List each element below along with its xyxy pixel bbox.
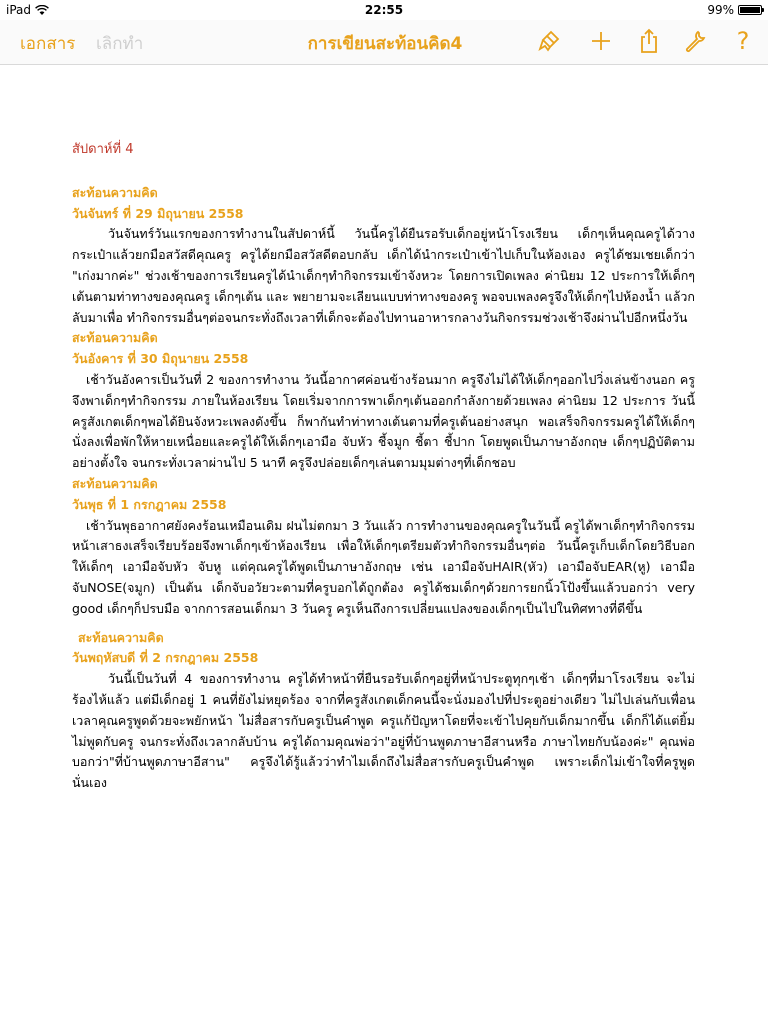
entry-date: วันพฤหัสบดี ที่ 2 กรกฎาคม 2558 (72, 650, 259, 666)
entry-date: วันจันทร์ ที่ 29 มิถุนายน 2558 (72, 205, 244, 221)
entry-section-label: สะท้อนความคิด (72, 330, 158, 346)
entry-date: วันอังคาร ที่ 30 มิถุนายน 2558 (72, 351, 249, 367)
status-right (707, 0, 762, 20)
status-time: 22:55 (364, 3, 404, 17)
device-name: iPad (6, 3, 32, 17)
share-icon[interactable] (634, 26, 664, 56)
documents-button[interactable]: เอกสาร (20, 34, 76, 54)
entry-body: เช้าวันพุธอากาศยังคงร้อนเหมือนเดิม ฝนไม่ตกมา 3 วันแล้ว การทำงานของคุณครูในวันนี้ ครูได้พาเด็กๆทำกิจกรรมหน้าเสาธงเสร็จเรียบร้อยจึงพาเด็กๆเข้าห้องเรียน เพื่อให้เด็กๆเตรียมตัวทำกิจกรรมอื่นๆต่อ วันนี้ครูเก็บเด็กโดยวิธีบอกให้เด็กๆ เอามือจับหัว จับหู แต่คุณครูได้พูดเป็นภาษาอังกฤษ เช่น เอามือจับHAIR(หัว) เอามือจับEAR(หู) เอามือจับNOSE(จมูก) เป็นต้น เด็กจับอวัยวะตามที่ครูบอกได้ถูกต้อง ครูได้ชมเด็กๆด้วยการยกนิ้วโป้งขึ้นแล้วบอกว่า very good เด็กๆก็ปรบมือ จากการสอนเด็กมา 3 วันครู ครูเห็นถึงการเปลี่ยนแปลงของเด็กๆเป็นไปในทิศทางที่ดีขึ้น (72, 517, 695, 616)
entry-body: เช้าวันอังคารเป็นวันที่ 2 ของการทำงาน วันนี้อากาศค่อนข้างร้อนมาก ครูจึงไม่ได้ให้เด็กๆออกไปวิ่งเล่นข้างนอก ครูจึงพาเด็กๆทำกิจกรรม ภายในห้องเรียน โดยเริ่มจากการพาเด็กๆเต้นออกกำลังกายด้วยเพลง ค่านิยม 12 ประการ วันนี้ครูสังเกตเด็กๆพอได้ยินจังหวะเพลงดังขึ้น ก็พากันทำท่าทางเต้นตามที่ครูเต้นอย่างสนุก พอเสร็จกิจกรรมครูได้ให้เด็กๆนั่งลงเพื่อพักให้หายเหนื่อยและครูได้ให้เด็กๆเอามือ จับหัว ชี้จมูก ชี้ตา ชี้ปาก โดยพูดเป็นภาษาอังกฤษ เด็กๆปฏิบัติตามอย่างตั้งใจ จนกระทั่งเวลาผ่านไป 5 นาที ครูจึงปล่อยเด็กๆเล่นตามมุมต่างๆที่เด็กชอบ (72, 371, 695, 471)
help-icon[interactable] (728, 26, 758, 56)
entry-section-label: สะท้อนความคิด (72, 475, 158, 491)
entry-body: วันจันทร์วันแรกของการทำงานในสัปดาห์นี้ วันนี้ครูได้ยืนรอรับเด็กอยู่หน้าโรงเรียน เด็กๆเห็นคุณครูได้วางกระเป๋าแล้วยกมือสวัสดีคุณครู ครูได้ยกมือสวัสดีตอบกลับ เด็กได้นำกระเป๋าเข้าไปเก็บในห้องเอง ครูได้ชมเชยเด็กว่า "เก่งมากค่ะ" ช่วงเช้าของการเรียนครูได้นำเด็กๆทำกิจกรรมเข้าจังหวะ โดยการเปิดเพลง ค่านิยม 12 ประการให้เด็กๆเต้นตามท่าทางของคุณครู เด็กๆเต้น และ พยายามจะเลียนแบบท่าทางของครู พอจบเพลงครูจึงให้เด็กๆไปห้องน้ำ แล้วกลับมาเพื่อ ทำกิจกรรมอื่นๆต่อจนกระทั่งถึงเวลาที่เด็กจะต้องไปทานอาหารกลางวันกิจกรรมช่วงเช้าจึงผ่านไปอีกหนึ่งวัน (72, 226, 695, 325)
toolbar (0, 20, 768, 65)
entry-thursday (72, 628, 695, 794)
status-bar (0, 0, 768, 20)
document-title[interactable]: การเขียนสะท้อนคิด4 (307, 34, 463, 54)
paintbrush-icon[interactable] (534, 26, 564, 56)
battery-icon (738, 5, 762, 15)
entry-monday (72, 183, 695, 329)
entry-date: วันพุธ ที่ 1 กรกฎาคม 2558 (72, 496, 227, 512)
entry-section-label: สะท้อนความคิด (72, 184, 158, 200)
plus-icon[interactable] (586, 26, 616, 56)
undo-button[interactable]: เลิกทำ (96, 34, 144, 54)
battery-percent: 99% (707, 3, 734, 17)
document-body[interactable] (72, 140, 695, 794)
entry-section-label: สะท้อนความคิด (78, 629, 164, 645)
battery-fill (740, 7, 760, 13)
week-heading: สัปดาห์ที่ 4 (72, 142, 134, 157)
entry-body: วันนี้เป็นวันที่ 4 ของการทำงาน ครูได้ทำหน้าที่ยืนรอรับเด็กๆอยู่ที่หน้าประตูทุกๆเช้า เด็กๆที่มาโรงเรียน จะไม่ร้องไห้แล้ว แต่มีเด็กอยู่ 1 คนที่ยังไม่หยุดร้อง จากที่ครูสังเกตเด็กคนนี้จะนั่งมองไปที่ประตูอย่างเดียว ไม่ไปเล่นกับเพื่อน เวลาคุณครูพูดด้วยจะพยักหน้า ไม่สื่อสารกับครูเป็นคำพูด ครูแก้ปัญหาโดยที่จะเข้าไปคุยกับเด็กมากขึ้น เด็กก็ได้แต่ยิ้มไม่พูดกับครู จนกระทั่งถึงเวลากลับบ้าน ครูได้ถามคุณพ่อว่า"อยู่ที่บ้านพูดภาษาอีสานหรือ ภาษาไทยกับน้องค่ะ" คุณพ่อบอกว่า"ที่บ้านพูดภาษาอีสาน" ครูจึงได้รู้แล้วว่าทำไมเด็กถึงไม่สื่อสารกับครูเป็นคำพูด เพราะเด็กไม่เข้าใจที่ครูพูดนั่นเอง (72, 671, 695, 791)
entry-tuesday (72, 328, 695, 474)
entry-wednesday (72, 474, 695, 620)
wrench-icon[interactable] (680, 26, 710, 56)
help-glyph: ? (736, 27, 750, 55)
